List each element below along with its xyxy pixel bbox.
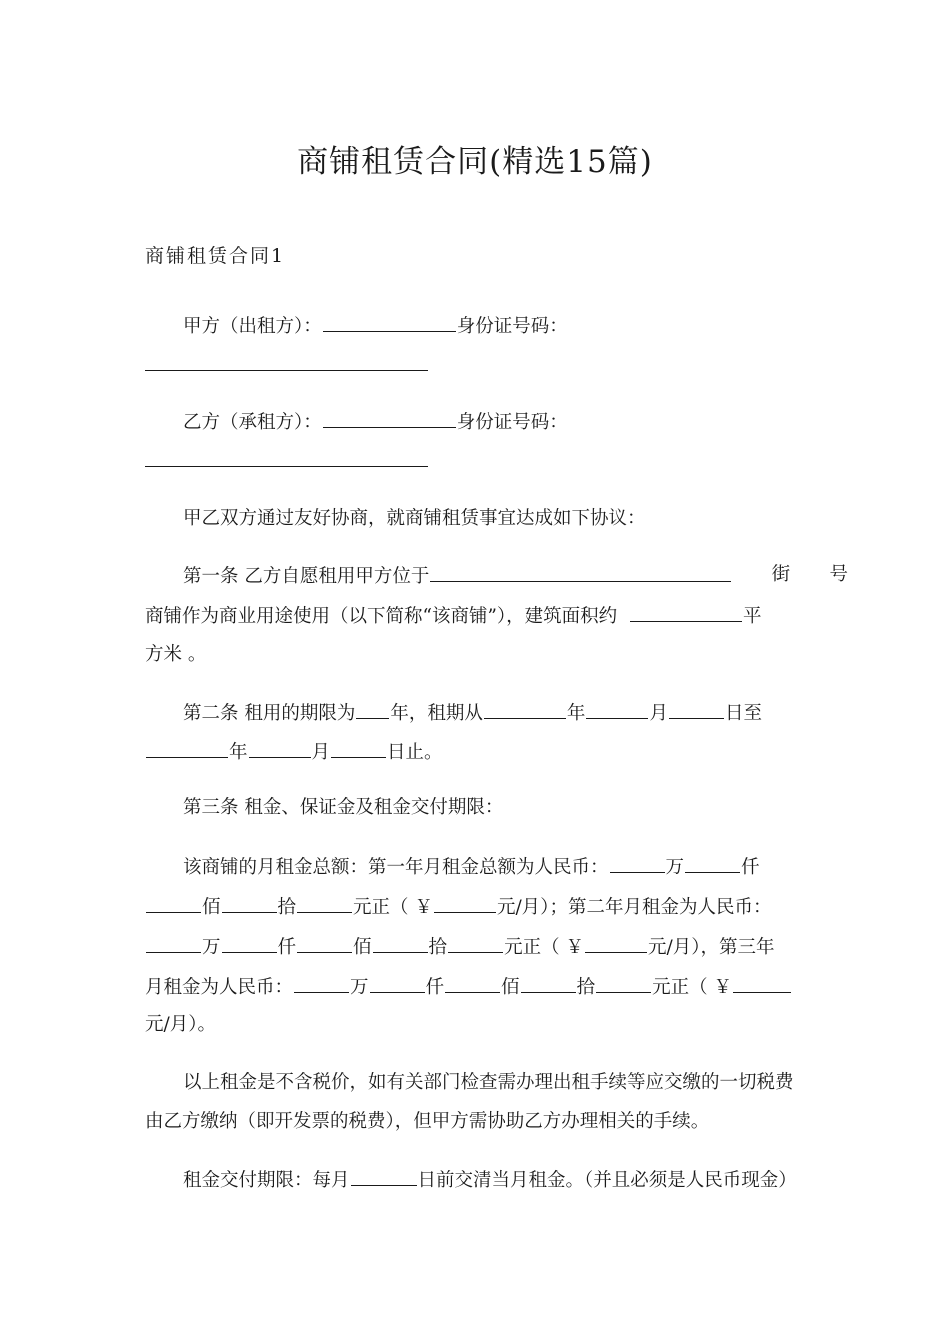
document-title: 商铺租赁合同(精选15篇) xyxy=(297,144,653,180)
y3-qian-blank xyxy=(370,974,425,993)
party-a-id-label: 身份证号码： xyxy=(456,316,568,337)
payment-label: 租金交付期限：每月 xyxy=(183,1170,350,1191)
party-b-id-label: 身份证号码： xyxy=(456,412,568,433)
month-label: 月 xyxy=(649,703,668,724)
from-label: ，租期从 xyxy=(408,703,483,724)
third-year-rent-label: 月租金为人民币： xyxy=(145,977,294,998)
wan-label: 万 xyxy=(665,857,685,878)
bai-label: 佰 xyxy=(353,937,372,958)
yuanzheng-label: 元正（ xyxy=(353,897,409,918)
article-1-text: 第一条 乙方自愿租用甲方位于 xyxy=(183,566,430,587)
end-label: 日止。 xyxy=(387,742,443,763)
y2-amount-blank xyxy=(585,934,647,953)
y1-yuan-blank xyxy=(297,894,352,913)
payment-rule: 日前交清当月租金。（并且必须是人民币现金） xyxy=(417,1170,797,1191)
y1-amount-blank xyxy=(434,894,496,913)
rent-intro: 该商铺的月租金总额：第一年月租金总额为人民币： xyxy=(183,857,609,878)
party-a-label: 甲方（出租方）： xyxy=(183,316,322,337)
rent-line-3 xyxy=(145,934,810,958)
section-heading: 商铺租赁合同1 xyxy=(145,245,286,267)
article-1-line-1 xyxy=(145,563,848,587)
end-month-blank xyxy=(249,739,311,758)
year-label: 年 xyxy=(229,742,248,763)
rent-line-2 xyxy=(145,894,810,918)
yuanzheng-label: 元正（ xyxy=(504,937,560,958)
end-day-blank xyxy=(331,739,386,758)
year-label: 年 xyxy=(566,703,586,724)
start-day-blank xyxy=(669,700,724,719)
tax-line-1: 以上租金是不含税价，如有关部门检查需办理出租手续等应交缴的一切税费 xyxy=(183,1072,794,1093)
y1-bai-blank xyxy=(146,894,201,913)
y2-wan-blank xyxy=(146,934,201,953)
party-a-line xyxy=(145,313,848,337)
y3-amount-blank xyxy=(733,974,791,993)
shi-label: 拾 xyxy=(277,897,297,918)
yuanzheng-label: 元正（ xyxy=(652,977,708,998)
article-2-line-1 xyxy=(145,700,848,724)
payment-day-blank xyxy=(351,1167,417,1186)
bai-label: 佰 xyxy=(501,977,520,998)
area-unit-1: 平 xyxy=(742,606,762,627)
rent-line-4 xyxy=(145,974,810,998)
qian-label: 仟 xyxy=(741,857,760,878)
yen-sign: ￥ xyxy=(713,977,732,998)
y1-qian-blank xyxy=(685,854,740,873)
area-blank xyxy=(630,603,742,622)
term-years-blank xyxy=(356,700,389,719)
to-label: 日至 xyxy=(724,703,762,724)
party-b-name-blank xyxy=(323,409,456,428)
qian-label: 仟 xyxy=(277,937,297,958)
address-blank xyxy=(430,563,731,582)
party-b-line xyxy=(145,409,848,433)
payment-line xyxy=(145,1167,848,1191)
party-a-id-blank xyxy=(145,370,428,371)
article-3-heading: 第三条 租金、保证金及租金交付期限： xyxy=(183,797,504,818)
intro-paragraph: 甲乙双方通过友好协商，就商铺租赁事宜达成如下协议： xyxy=(183,508,646,529)
number-label: 号 xyxy=(829,564,848,585)
shi-label: 拾 xyxy=(428,937,448,958)
y1-shi-blank xyxy=(222,894,277,913)
tax-line-2: 由乙方缴纳（即开发票的税费），但甲方需协助乙方办理相关的手续。 xyxy=(145,1111,710,1132)
start-month-blank xyxy=(586,700,648,719)
per-month-label: 元/月） xyxy=(496,897,550,918)
qian-label: 仟 xyxy=(425,977,445,998)
y3-shi-blank xyxy=(521,974,576,993)
end-year-blank xyxy=(146,739,228,758)
party-a-name-blank xyxy=(323,313,456,332)
wan-label: 万 xyxy=(202,937,221,958)
y3-yuan-blank xyxy=(596,974,651,993)
rent-line-1 xyxy=(145,854,848,878)
shi-label: 拾 xyxy=(576,977,596,998)
wan-label: 万 xyxy=(350,977,369,998)
party-b-label: 乙方（承租方）： xyxy=(183,412,322,433)
y3-bai-blank xyxy=(445,974,500,993)
article-1-use-text: 商铺作为商业用途使用（以下简称“该商铺”），建筑面积约 xyxy=(145,606,618,627)
y2-bai-blank xyxy=(297,934,352,953)
start-year-blank xyxy=(484,700,566,719)
y2-yuan-blank xyxy=(448,934,503,953)
article-2-line-2 xyxy=(145,739,810,763)
article-2-prefix: 第二条 租用的期限为 xyxy=(183,703,356,724)
article-1-line-2 xyxy=(145,603,810,627)
third-year-label: ，第三年 xyxy=(700,937,775,958)
y3-wan-blank xyxy=(294,974,349,993)
street-label: 街 xyxy=(771,564,791,585)
yen-sign: ￥ xyxy=(565,937,584,958)
y2-qian-blank xyxy=(222,934,277,953)
y1-wan-blank xyxy=(610,854,665,873)
rent-line-5: 元/月）。 xyxy=(145,1014,216,1035)
area-unit-2: 方米 。 xyxy=(145,644,207,665)
month-label: 月 xyxy=(311,742,331,763)
y2-shi-blank xyxy=(373,934,428,953)
bai-label: 佰 xyxy=(202,897,221,918)
per-month-label: 元/月） xyxy=(647,937,701,958)
second-year-label: ；第二年月租金为人民币： xyxy=(549,897,772,918)
party-b-id-blank xyxy=(145,466,428,467)
year-label: 年 xyxy=(390,703,409,724)
yen-sign: ￥ xyxy=(414,897,433,918)
